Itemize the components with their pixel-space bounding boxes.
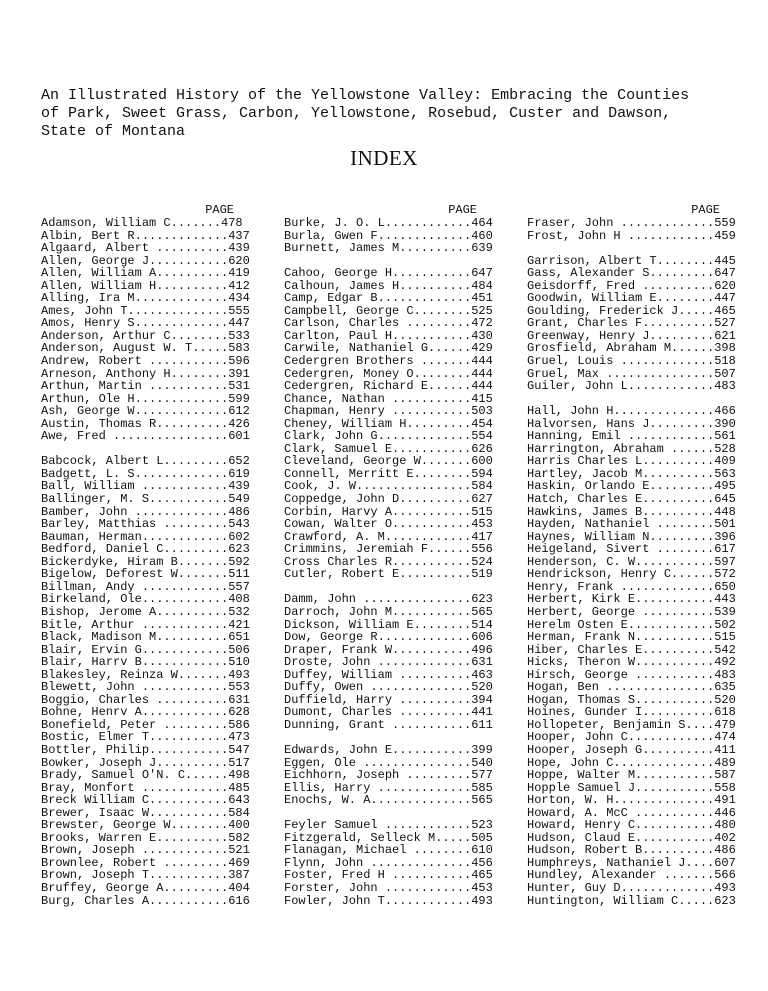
index-entry: Bohne, Henrv A............628 [41, 705, 250, 720]
index-entry: Brown, Joseph ............521 [41, 843, 250, 858]
index-entry: Darroch, John M...........565 [284, 604, 493, 619]
index-entry: Goodwin, William E........447 [527, 291, 736, 306]
index-entry: Hope, John C..............489 [527, 755, 736, 770]
index-entry: Ballinger, M. S...........549 [41, 492, 250, 507]
index-entry: Henderson, C. W...........597 [527, 554, 736, 569]
index-entry: Feyler Samuel ............523 [284, 818, 493, 833]
book-title: An Illustrated History of the Yellowstone Valley: Embracing the Counties of Park, Sweet Grass, Carbon, Yellowstone, Rosebud, Custer and Dawson, State of Montana [41, 87, 690, 140]
index-column-1 [41, 203, 250, 908]
index-entry: Blair, Harrv B............510 [41, 655, 250, 670]
index-entry: Arthun, Martin ...........531 [41, 379, 250, 394]
index-entry: Harrington, Abraham ......528 [527, 441, 736, 456]
index-entry: Hatch, Charles E..........645 [527, 492, 736, 507]
index-entry: Eggen, Ole ...............540 [284, 755, 493, 770]
index-entry: Ellis, Harry .............585 [284, 780, 493, 795]
index-entry: Cross Charles R...........524 [284, 554, 493, 569]
index-entry: Clark, Samuel E...........626 [284, 441, 493, 456]
index-entry: Awe, Fred ................601 [41, 429, 250, 444]
index-entry: Foster, Fred H ...........465 [284, 868, 493, 883]
index-entry: Gruel, Max ...............507 [527, 366, 736, 381]
index-entry: Hooper, John C............474 [527, 730, 736, 745]
page-column-header: PAGE [448, 203, 477, 217]
index-entry: Humphreys, Nathaniel J....607 [527, 855, 736, 870]
index-entry: Brady, Samuel O'N. C......498 [41, 768, 250, 783]
index-entry: Grosfield, Abraham M......398 [527, 341, 736, 356]
index-entry: Hopple Samuel J...........558 [527, 780, 736, 795]
index-entry: Andrew, Robert ...........596 [41, 354, 250, 369]
index-entry: Brown, Joseph T...........387 [41, 868, 250, 883]
index-entry: Hendrickson, Henry C......572 [527, 567, 736, 582]
index-entry: Herbert, Kirk E...........443 [527, 592, 736, 607]
index-entry: Herman, Frank N...........515 [527, 630, 736, 645]
index-entry: Herbert, George ..........539 [527, 604, 736, 619]
index-entry: Bottler, Philip...........547 [41, 742, 250, 757]
index-entry: Blair, Ervin G............506 [41, 642, 250, 657]
index-entry: Calhoun, James H..........484 [284, 278, 493, 293]
index-entry: Garrison, Albert T........445 [527, 253, 736, 268]
index-entry: Hollopeter, Benjamin S....479 [527, 717, 736, 732]
index-entry: Campbell, George C........525 [284, 303, 493, 318]
index-entry: Hartley, Jacob M..........563 [527, 466, 736, 481]
index-entry: Allen, George J...........620 [41, 253, 250, 268]
index-entry: Burke, J. O. L............464 [284, 216, 493, 230]
index-entry: Hudson, Claud E...........402 [527, 830, 736, 845]
index-entry: Ball, William ............439 [41, 479, 250, 494]
index-entry: Bitle, Arthur ............421 [41, 617, 250, 632]
index-entry: Frost, John H ............459 [527, 228, 736, 243]
index-entry: Blewett, John ............553 [41, 680, 250, 695]
index-entry: Cahoo, George H...........647 [284, 266, 493, 281]
index-entry: Dumont, Charles ..........441 [284, 705, 493, 720]
index-entry: Bonefield, Peter .........586 [41, 717, 250, 732]
index-entry: Hudson, Robert B..........486 [527, 843, 736, 858]
index-entry: Greenway, Henry J.........621 [527, 328, 736, 343]
index-entry: Austin, Thomas R..........426 [41, 416, 250, 431]
index-entry: Haskin, Orlando E.........495 [527, 479, 736, 494]
index-entry: Huntington, William C.....623 [527, 893, 736, 908]
index-entry: Black, Madison M..........651 [41, 630, 250, 645]
index-entry: Carwile, Nathaniel G......429 [284, 341, 493, 356]
index-entry: Hundley, Alexander .......566 [527, 868, 736, 883]
index-entry: Bedford, Daniel C.........623 [41, 542, 250, 557]
index-entry: Bishop, Jerome A..........532 [41, 604, 250, 619]
index-entry: Brooks, Warren E..........582 [41, 830, 250, 845]
index-entry: Birkeland, Ole............408 [41, 592, 250, 607]
index-entry: Bruffey, George A.........404 [41, 880, 250, 895]
index-entry: Cutler, Robert E..........519 [284, 567, 493, 582]
index-entry: Hicks, Theron W...........492 [527, 655, 736, 670]
index-entry: Amos, Henry S.............447 [41, 316, 250, 331]
index-entry: Hoppe, Walter M...........587 [527, 768, 736, 783]
index-entry: Enochs, W. A..............565 [284, 793, 493, 808]
index-entry: Flanagan, Michael ........610 [284, 843, 493, 858]
index-column-3 [527, 203, 736, 908]
index-entry: Henry, Frank .............650 [527, 579, 736, 594]
index-entry: Billman, Andy ............557 [41, 579, 250, 594]
index-entry: Brewster, George W........400 [41, 818, 250, 833]
index-entry: Burg, Charles A...........616 [41, 893, 250, 908]
index-entry: Duffy, Owen ..............520 [284, 680, 493, 695]
index-entry: Fitzgerald, Selleck M.....505 [284, 830, 493, 845]
index-entry: Edwards, John E...........399 [284, 742, 493, 757]
index-entry: Hogan, Thomas S...........520 [527, 692, 736, 707]
index-entry: Hooper, Joseph G..........411 [527, 742, 736, 757]
index-entry: Forster, John ............453 [284, 880, 493, 895]
index-entry: Adamson, William C.......478 [41, 216, 243, 230]
index-entry: Ash, George W.............612 [41, 404, 250, 419]
index-entry: Dow, George R.............606 [284, 630, 493, 645]
index-entry: Carlson, Charles .........472 [284, 316, 493, 331]
index-entry: Cedergren, Money O........444 [284, 366, 493, 381]
index-entry: Bray, Monfort ............485 [41, 780, 250, 795]
index-entry: Goulding, Frederick J.....465 [527, 303, 736, 318]
index-entry: Herelm Osten E............502 [527, 617, 736, 632]
index-entry: Allen, William A..........419 [41, 266, 250, 281]
index-entry: Damm, John ...............623 [284, 592, 493, 607]
index-entry: Chance, Nathan ...........415 [284, 391, 493, 406]
index-entry: Babcock, Albert L.........652 [41, 454, 250, 469]
index-entry: Flynn, John ..............456 [284, 855, 493, 870]
index-column-2 [284, 203, 493, 908]
index-entry: Guiler, John L............483 [527, 379, 736, 394]
index-entry: Bigelow, Deforest W.......511 [41, 567, 250, 582]
index-entry: Burnett, James M..........639 [284, 241, 493, 256]
index-entry: Hogan, Ben ...............635 [527, 680, 736, 695]
section-gap [527, 242, 720, 255]
index-entry: Geisdorff, Fred ..........620 [527, 278, 736, 293]
index-entry: Hayden, Nathaniel ........501 [527, 517, 736, 532]
index-entry: Algaard, Albert ..........439 [41, 241, 250, 256]
index-entry: Cleveland, George W.......600 [284, 454, 493, 469]
index-entry: Eichhorn, Joseph .........577 [284, 768, 493, 783]
index-entry: Halvorsen, Hans J.........390 [527, 416, 736, 431]
index-entry: Gass, Alexander S.........647 [527, 266, 736, 281]
index-entry: Crawford, A. M............417 [284, 529, 493, 544]
index-entry: Barley, Matthias .........543 [41, 517, 250, 532]
index-entry: Cedergren, Richard E......444 [284, 379, 493, 394]
index-entry: Chapman, Henry ...........503 [284, 404, 493, 419]
index-entry: Hanning, Emil ............561 [527, 429, 736, 444]
index-entry: Camp, Edgar B.............451 [284, 291, 493, 306]
index-entry: Bauman, Herman............602 [41, 529, 250, 544]
index-entry: Brownlee, Robert .........469 [41, 855, 250, 870]
index-entry: Hirsch, George ...........483 [527, 667, 736, 682]
index-entry: Grant, Charles F..........527 [527, 316, 736, 331]
index-entry: Duffey, William ..........463 [284, 667, 493, 682]
index-entry: Harris Charles L..........409 [527, 454, 736, 469]
index-entry: Ames, John T..............555 [41, 303, 250, 318]
index-entry: Bowker, Joseph J..........517 [41, 755, 250, 770]
index-entry: Crimmins, Jeremiah F......556 [284, 542, 493, 557]
index-entry: Fraser, John .............559 [527, 216, 736, 230]
index-entry: Hoines, Gunder I..........618 [527, 705, 736, 720]
index-entry: Coppedge, John D..........627 [284, 492, 493, 507]
index-entry: Draper, Frank W...........496 [284, 642, 493, 657]
index-entry: Cedergren Brothers .......444 [284, 354, 493, 369]
index-entry: Bickerdyke, Hiram B.......592 [41, 554, 250, 569]
index-entry: Burla, Gwen F.............460 [284, 228, 493, 243]
index-entry: Badgett, L. S.............619 [41, 466, 250, 481]
index-entry: Cook, J. W................584 [284, 479, 493, 494]
index-entry: Allen, William H..........412 [41, 278, 250, 293]
index-entry: Corbin, Harvy A...........515 [284, 504, 493, 519]
index-entry: Connell, Merritt E........594 [284, 466, 493, 481]
index-entry: Carlton, Paul H...........430 [284, 328, 493, 343]
index-entry: Breck William C...........643 [41, 793, 250, 808]
index-entry: Howard, Henry C...........480 [527, 818, 736, 833]
index-entry: Clark, John G.............554 [284, 429, 493, 444]
index-entry: Duffield, Harry ..........394 [284, 692, 493, 707]
index-entry: Bamber, John .............486 [41, 504, 250, 519]
index-entry: Heigeland, Sivert ........617 [527, 542, 736, 557]
index-entry: Howard, A. McC ...........446 [527, 805, 736, 820]
index-entry: Alling, Ira M.............434 [41, 291, 250, 306]
index-entry: Arthun, Ole H.............599 [41, 391, 250, 406]
index-entry: Hawkins, James B..........448 [527, 504, 736, 519]
index-heading: INDEX [350, 146, 418, 170]
page-column-header: PAGE [691, 203, 720, 217]
index-entry: Anderson, Arthur C........533 [41, 328, 250, 343]
index-entry: Horton, W. H..............491 [527, 793, 736, 808]
index-entry: Bostic, Elmer T...........473 [41, 730, 250, 745]
index-entry: Hiber, Charles E..........542 [527, 642, 736, 657]
page-column-header: PAGE [205, 203, 234, 217]
index-entry: Haynes, William N.........396 [527, 529, 736, 544]
index-entry: Albin, Bert R.............437 [41, 228, 250, 243]
index-entry: Blakesley, Reinza W.......493 [41, 667, 250, 682]
index-entry: Boggio, Charles ..........631 [41, 692, 250, 707]
index-entry: Dickson, William E........514 [284, 617, 493, 632]
index-entry: Hall, John H..............466 [527, 404, 736, 419]
index-entry: Droste, John .............631 [284, 655, 493, 670]
index-entry: Hunter, Guy D.............493 [527, 880, 736, 895]
index-entry: Brewer, Isaac W...........584 [41, 805, 250, 820]
index-entry: Dunning, Grant ...........611 [284, 717, 493, 732]
index-entry: Cowan, Walter O...........453 [284, 517, 493, 532]
index-entry: Fowler, John T............493 [284, 893, 493, 908]
index-entry: Gruel, Louis .............518 [527, 354, 736, 369]
index-entry: Arneson, Anthony H........391 [41, 366, 250, 381]
index-entry: Cheney, William H.........454 [284, 416, 493, 431]
index-entry: Anderson, August W. T.....583 [41, 341, 250, 356]
